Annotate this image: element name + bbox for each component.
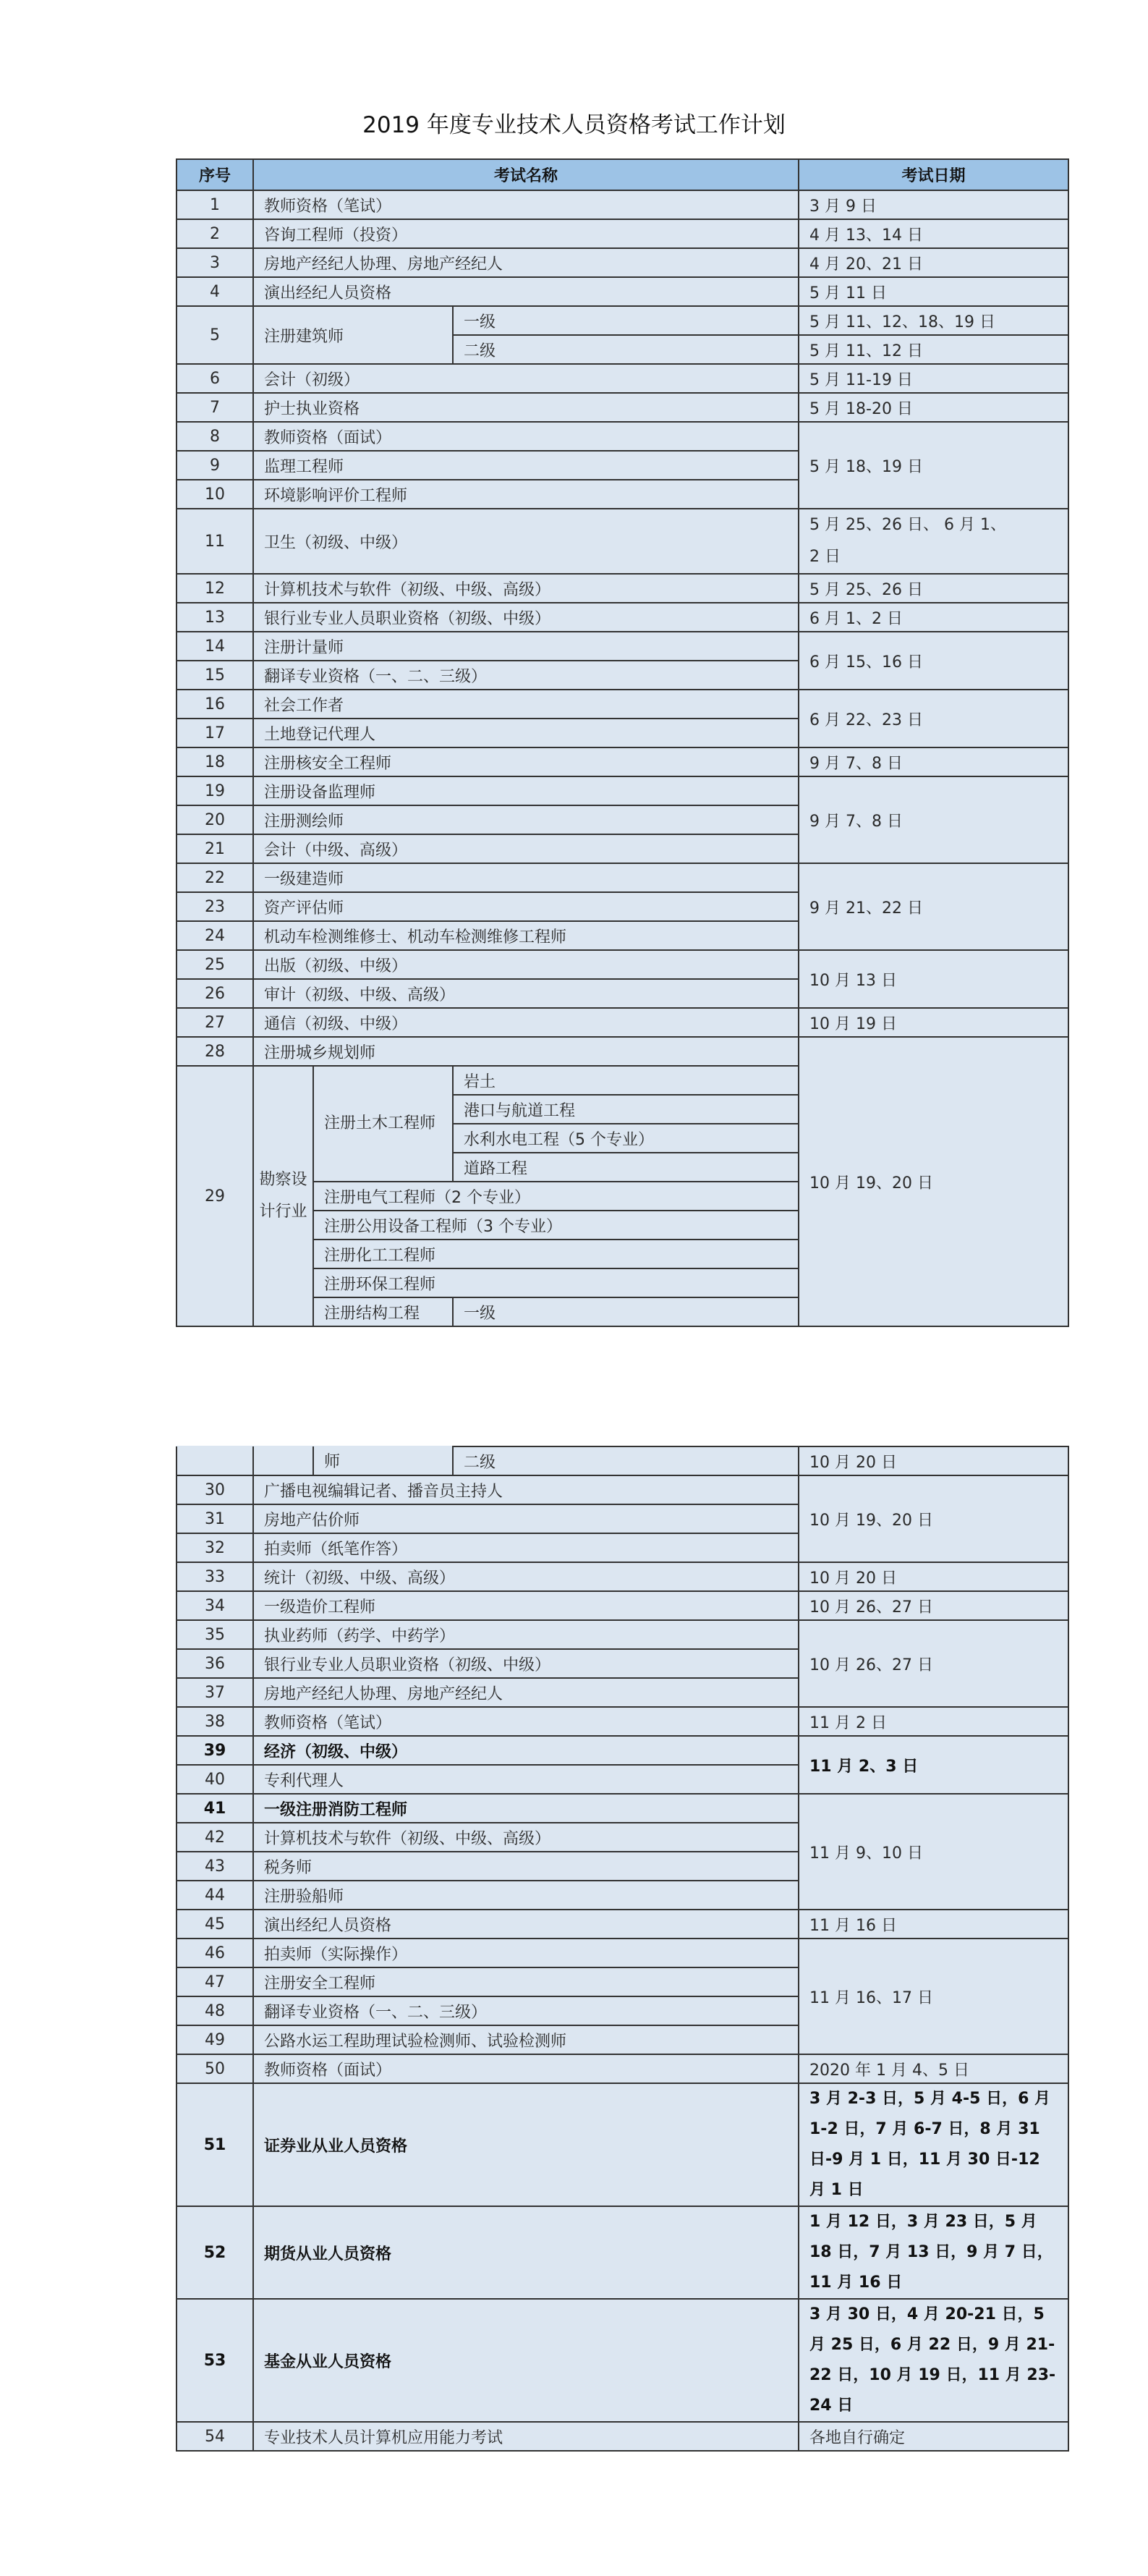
exam-date: 6 月 22、23 日	[799, 690, 1068, 747]
exam-name: 注册土木工程师	[313, 1066, 453, 1182]
exam-date: 10 月 20 日	[799, 1446, 1068, 1475]
table-row	[177, 1707, 1068, 1736]
exam-date: 10 月 19 日	[799, 1008, 1068, 1037]
table-row	[177, 2299, 1068, 2422]
row-number: 40	[177, 1765, 253, 1794]
exam-name: 一级建造师	[253, 863, 799, 892]
exam-name: 翻译专业资格（一、二、三级）	[253, 661, 799, 690]
exam-name: 注册验船师	[253, 1881, 799, 1910]
exam-name: 演出经纪人员资格	[253, 1910, 799, 1939]
exam-date: 2020 年 1 月 4、5 日	[799, 2054, 1068, 2083]
table-header-row	[177, 159, 1068, 190]
exam-subtype: 一级	[453, 1297, 799, 1326]
row-number: 6	[177, 364, 253, 393]
row-number: 1	[177, 190, 253, 219]
table-row	[177, 1037, 1068, 1066]
row-number: 31	[177, 1504, 253, 1533]
exam-date: 10 月 13 日	[799, 950, 1068, 1008]
row-number: 19	[177, 776, 253, 805]
row-number: 12	[177, 574, 253, 603]
page-title: 2019 年度专业技术人员资格考试工作计划	[362, 112, 786, 138]
exam-name: 期货从业人员资格	[253, 2206, 799, 2299]
table-row	[177, 1910, 1068, 1939]
table-row	[177, 2422, 1068, 2451]
table-row	[177, 603, 1068, 632]
exam-date: 10 月 26、27 日	[799, 1591, 1068, 1620]
row-number: 28	[177, 1037, 253, 1066]
row-number: 15	[177, 661, 253, 690]
exam-subtype: 港口与航道工程	[453, 1095, 799, 1124]
exam-name: 注册核安全工程师	[253, 747, 799, 776]
row-number: 53	[177, 2299, 253, 2422]
exam-date: 5 月 11、12 日	[799, 335, 1068, 364]
row-number: 41	[177, 1794, 253, 1823]
exam-name: 教师资格（笔试）	[253, 1707, 799, 1736]
row-number: 23	[177, 892, 253, 921]
row-number: 27	[177, 1008, 253, 1037]
table-row	[177, 393, 1068, 422]
table-row	[177, 1591, 1068, 1620]
exam-name: 拍卖师（实际操作）	[253, 1939, 799, 1967]
exam-name: 证券业从业人员资格	[253, 2083, 799, 2206]
exam-name: 注册安全工程师	[253, 1967, 799, 1996]
table-row	[177, 277, 1068, 306]
row-number: 16	[177, 690, 253, 719]
exam-date: 10 月 19、20 日	[799, 1037, 1068, 1326]
col-header-no: 序号	[177, 159, 253, 190]
exam-name: 房地产经纪人协理、房地产经纪人	[253, 248, 799, 277]
col-header-date: 考试日期	[799, 159, 1068, 190]
exam-name: 计算机技术与软件（初级、中级、高级）	[253, 1823, 799, 1852]
exam-name: 出版（初级、中级）	[253, 950, 799, 979]
exam-date: 11 月 16、17 日	[799, 1939, 1068, 2054]
exam-name: 注册建筑师	[253, 306, 453, 364]
exam-name: 监理工程师	[253, 451, 799, 480]
exam-subtype: 水利水电工程（5 个专业）	[453, 1124, 799, 1153]
row-number: 48	[177, 1996, 253, 2025]
exam-date: 5 月 18-20 日	[799, 393, 1068, 422]
row-number: 5	[177, 306, 253, 364]
exam-name: 执业药师（药学、中药学）	[253, 1620, 799, 1649]
table-row	[177, 2083, 1068, 2206]
exam-date: 10 月 19、20 日	[799, 1475, 1068, 1562]
row-number: 20	[177, 805, 253, 834]
row-number: 7	[177, 393, 253, 422]
table-row	[177, 574, 1068, 603]
row-number: 33	[177, 1562, 253, 1591]
exam-name: 护士执业资格	[253, 393, 799, 422]
table-row	[177, 1620, 1068, 1649]
exam-date: 11 月 2 日	[799, 1707, 1068, 1736]
exam-name: 教师资格（面试）	[253, 422, 799, 451]
exam-name: 一级造价工程师	[253, 1591, 799, 1620]
exam-name: 咨询工程师（投资）	[253, 219, 799, 248]
exam-date: 6 月 15、16 日	[799, 632, 1068, 690]
row-number: 18	[177, 747, 253, 776]
table-row	[177, 2206, 1068, 2299]
exam-name: 统计（初级、中级、高级）	[253, 1562, 799, 1591]
exam-name: 教师资格（面试）	[253, 2054, 799, 2083]
row-number: 3	[177, 248, 253, 277]
exam-date: 10 月 26、27 日	[799, 1620, 1068, 1707]
row-number: 34	[177, 1591, 253, 1620]
row-number: 44	[177, 1881, 253, 1910]
exam-name: 专业技术人员计算机应用能力考试	[253, 2422, 799, 2451]
table-row	[177, 1794, 1068, 1823]
exam-date: 3 月 9 日	[799, 190, 1068, 219]
row-number: 2	[177, 219, 253, 248]
row-number: 47	[177, 1967, 253, 1996]
row-number: 54	[177, 2422, 253, 2451]
row-number: 49	[177, 2025, 253, 2054]
row-number: 30	[177, 1475, 253, 1504]
table-row	[177, 1939, 1068, 1967]
row-number: 22	[177, 863, 253, 892]
exam-date: 5 月 11-19 日	[799, 364, 1068, 393]
exam-subtype: 道路工程	[453, 1153, 799, 1182]
table-row	[177, 1446, 1068, 1475]
table-row	[177, 509, 1068, 574]
row-number: 21	[177, 834, 253, 863]
exam-date: 1 月 12 日，3 月 23 日，5 月 18 日，7 月 13 日，9 月 7 日，11 月 16 日	[799, 2206, 1068, 2299]
row-number: 11	[177, 509, 253, 574]
exam-name: 广播电视编辑记者、播音员主持人	[253, 1475, 799, 1504]
exam-name: 计算机技术与软件（初级、中级、高级）	[253, 574, 799, 603]
exam-name: 环境影响评价工程师	[253, 480, 799, 509]
row-number: 52	[177, 2206, 253, 2299]
row-number: 51	[177, 2083, 253, 2206]
exam-name: 通信（初级、中级）	[253, 1008, 799, 1037]
row-number: 46	[177, 1939, 253, 1967]
table-row	[177, 632, 1068, 661]
exam-date: 5 月 25、26 日、 6 月 1、2 日	[799, 509, 1068, 574]
table-row	[177, 776, 1068, 805]
row-number: 35	[177, 1620, 253, 1649]
row-number: 8	[177, 422, 253, 451]
exam-date: 11 月 9、10 日	[799, 1794, 1068, 1910]
exam-name: 专利代理人	[253, 1765, 799, 1794]
exam-group-empty	[253, 1446, 313, 1475]
row-number: 45	[177, 1910, 253, 1939]
row-number: 39	[177, 1736, 253, 1765]
exam-date: 11 月 16 日	[799, 1910, 1068, 1939]
exam-name: 土地登记代理人	[253, 719, 799, 747]
exam-name: 税务师	[253, 1852, 799, 1881]
row-number: 9	[177, 451, 253, 480]
exam-date: 4 月 20、21 日	[799, 248, 1068, 277]
table-row	[177, 219, 1068, 248]
exam-plan-table	[176, 158, 1069, 1327]
row-number: 43	[177, 1852, 253, 1881]
row-number: 10	[177, 480, 253, 509]
table-row	[177, 863, 1068, 892]
exam-name: 审计（初级、中级、高级）	[253, 979, 799, 1008]
exam-date: 4 月 13、14 日	[799, 219, 1068, 248]
exam-subtype: 二级	[453, 1446, 799, 1475]
row-number: 36	[177, 1649, 253, 1678]
exam-name: 注册城乡规划师	[253, 1037, 799, 1066]
exam-date: 各地自行确定	[799, 2422, 1068, 2451]
exam-date: 5 月 11、12、18、19 日	[799, 306, 1068, 335]
table-row	[177, 422, 1068, 451]
exam-date: 11 月 2、3 日	[799, 1736, 1068, 1794]
exam-name: 公路水运工程助理试验检测师、试验检测师	[253, 2025, 799, 2054]
exam-name: 注册环保工程师	[313, 1268, 799, 1297]
row-number: 26	[177, 979, 253, 1008]
table-row	[177, 747, 1068, 776]
row-number: 13	[177, 603, 253, 632]
exam-name: 拍卖师（纸笔作答）	[253, 1533, 799, 1562]
row-number-empty	[177, 1446, 253, 1475]
exam-name: 演出经纪人员资格	[253, 277, 799, 306]
exam-name: 会计（中级、高级）	[253, 834, 799, 863]
exam-date: 3 月 2-3 日，5 月 4-5 日，6 月 1-2 日，7 月 6-7 日，8 月 31 日-9 月 1 日，11 月 30 日-12 月 1 日	[799, 2083, 1068, 2206]
exam-date: 9 月 7、8 日	[799, 747, 1068, 776]
exam-name: 卫生（初级、中级）	[253, 509, 799, 574]
table-row	[177, 690, 1068, 719]
exam-name: 注册结构工程	[313, 1297, 453, 1326]
table-row	[177, 1736, 1068, 1765]
table-row	[177, 950, 1068, 979]
exam-date: 10 月 20 日	[799, 1562, 1068, 1591]
row-number: 25	[177, 950, 253, 979]
table-row	[177, 248, 1068, 277]
col-header-name: 考试名称	[253, 159, 799, 190]
table-row	[177, 306, 1068, 335]
row-number: 50	[177, 2054, 253, 2083]
exam-name: 一级注册消防工程师	[253, 1794, 799, 1823]
table-row	[177, 2054, 1068, 2083]
row-number: 38	[177, 1707, 253, 1736]
exam-date: 3 月 30 日，4 月 20-21 日，5 月 25 日，6 月 22 日，9 月 21-22 日，10 月 19 日，11 月 23-24 日	[799, 2299, 1068, 2422]
exam-date: 5 月 18、19 日	[799, 422, 1068, 509]
exam-name: 注册电气工程师（2 个专业）	[313, 1182, 799, 1211]
exam-name: 注册计量师	[253, 632, 799, 661]
row-number: 42	[177, 1823, 253, 1852]
row-number: 29	[177, 1066, 253, 1326]
table-row	[177, 1008, 1068, 1037]
exam-plan-table-continued	[176, 1446, 1069, 2452]
exam-name: 银行业专业人员职业资格（初级、中级）	[253, 1649, 799, 1678]
table-row	[177, 364, 1068, 393]
exam-subtype: 一级	[453, 306, 799, 335]
exam-group-name: 勘察设计行业	[253, 1066, 313, 1326]
exam-date: 6 月 1、2 日	[799, 603, 1068, 632]
exam-name: 翻译专业资格（一、二、三级）	[253, 1996, 799, 2025]
exam-date: 5 月 25、26 日	[799, 574, 1068, 603]
row-number: 17	[177, 719, 253, 747]
exam-name: 经济（初级、中级）	[253, 1736, 799, 1765]
exam-subtype: 二级	[453, 335, 799, 364]
exam-date: 9 月 21、22 日	[799, 863, 1068, 950]
row-number: 32	[177, 1533, 253, 1562]
exam-subtype: 岩土	[453, 1066, 799, 1095]
exam-name: 教师资格（笔试）	[253, 190, 799, 219]
row-number: 4	[177, 277, 253, 306]
exam-date: 5 月 11 日	[799, 277, 1068, 306]
row-number: 24	[177, 921, 253, 950]
exam-name: 注册测绘师	[253, 805, 799, 834]
exam-name: 资产评估师	[253, 892, 799, 921]
table-row	[177, 1475, 1068, 1504]
exam-name: 房地产经纪人协理、房地产经纪人	[253, 1678, 799, 1707]
exam-name: 师	[313, 1446, 453, 1475]
table-row	[177, 190, 1068, 219]
exam-name: 会计（初级）	[253, 364, 799, 393]
exam-name: 基金从业人员资格	[253, 2299, 799, 2422]
table-row	[177, 1562, 1068, 1591]
exam-name: 注册设备监理师	[253, 776, 799, 805]
exam-name: 社会工作者	[253, 690, 799, 719]
row-number: 14	[177, 632, 253, 661]
exam-name: 注册公用设备工程师（3 个专业）	[313, 1211, 799, 1240]
exam-name: 银行业专业人员职业资格（初级、中级）	[253, 603, 799, 632]
exam-name: 房地产估价师	[253, 1504, 799, 1533]
exam-date: 9 月 7、8 日	[799, 776, 1068, 863]
row-number: 37	[177, 1678, 253, 1707]
exam-name: 注册化工工程师	[313, 1240, 799, 1268]
exam-name: 机动车检测维修士、机动车检测维修工程师	[253, 921, 799, 950]
